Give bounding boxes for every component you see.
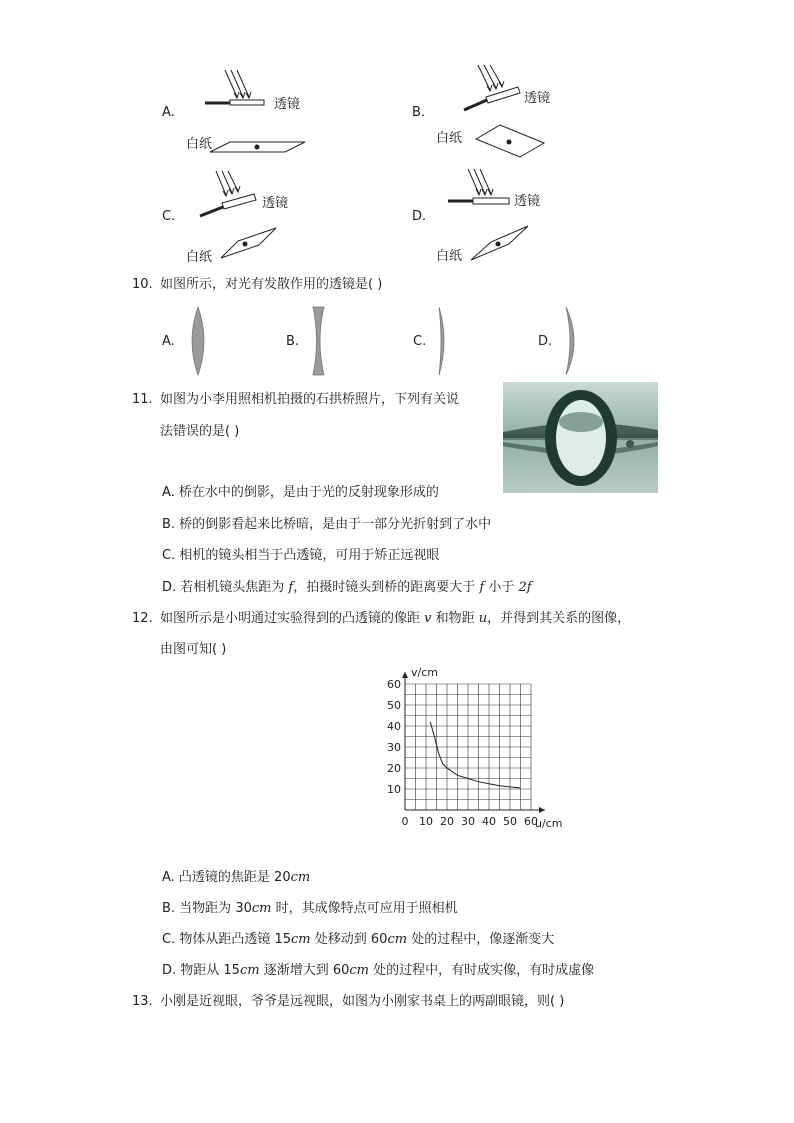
q13-number: 13.: [132, 994, 153, 1009]
q12-option-c[interactable]: [162, 931, 554, 949]
x-tick-label: 40: [482, 815, 496, 828]
q12-a-text: A. 凸透镜的焦距是 20: [162, 870, 291, 885]
data-curve: [430, 722, 520, 788]
q11-d-f2: f: [479, 580, 485, 595]
q12-stem-u: u: [478, 611, 488, 626]
x-axis-label: u/cm: [535, 817, 563, 830]
q9-option-d-letter[interactable]: D.: [412, 209, 427, 224]
y-tick-label: 60: [387, 678, 401, 691]
q9-option-d-paper-label: 白纸: [436, 249, 463, 264]
y-axis-label: v/cm: [411, 666, 438, 679]
q9-option-a-letter[interactable]: A.: [162, 105, 175, 120]
q9-option-b-letter[interactable]: B.: [412, 105, 426, 120]
q12-d-unit-2: cm: [349, 963, 369, 978]
q9-option-c-letter[interactable]: C.: [162, 209, 176, 224]
q12-c-text-3: 处的过程中，像逐渐变大: [407, 932, 555, 947]
q9-figure-a: [200, 65, 320, 165]
q9-option-a-lens-label: 透镜: [274, 97, 301, 112]
q11-d-text-1: D. 若相机镜头焦距为: [162, 580, 289, 595]
q12-option-b[interactable]: [162, 900, 458, 918]
q12-stem-text-3: ，并得到其关系的图像，: [487, 611, 631, 626]
q9-option-d-lens-label: 透镜: [514, 194, 541, 209]
x-axis-arrow: [539, 807, 545, 813]
x-tick-label: 50: [503, 815, 517, 828]
q12-stem-text-2: 和物距: [431, 611, 479, 626]
q12-d-text-3: 处的过程中，有时成实像，有时成虚像: [368, 963, 595, 978]
q12-option-d[interactable]: [162, 962, 594, 980]
q9-option-b-lens-label: 透镜: [524, 91, 551, 106]
q11-d-f1: f: [288, 580, 294, 595]
q12-option-a[interactable]: [162, 869, 310, 887]
q11-option-a[interactable]: A. 桥在水中的倒影，是由于光的反射现象形成的: [162, 485, 439, 500]
q10-lens-c-plano-convex: [436, 305, 452, 377]
q10-number: 10.: [132, 277, 153, 292]
q12-b-unit: cm: [251, 901, 272, 916]
q11-stem-line1: 如图为小李用照相机拍摄的石拱桥照片，下列有关说: [160, 392, 460, 407]
y-tick-label: 20: [387, 762, 401, 775]
q13-stem: 小刚是近视眼，爷爷是远视眼，如图为小刚家书桌上的两副眼镜，则( ): [160, 994, 565, 1009]
q12-a-unit: cm: [290, 870, 311, 885]
q10-lens-d-meniscus: [562, 305, 582, 377]
x-tick-label: 20: [440, 815, 454, 828]
bridge-photo: [503, 382, 658, 493]
q11-option-b[interactable]: B. 桥的倒影看起来比桥暗，是由于一部分光折射到了水中: [162, 517, 492, 532]
q11-d-f3: 2f: [518, 580, 532, 595]
x-tick-label: 30: [461, 815, 475, 828]
q12-d-text-1: D. 物距从 15: [162, 963, 240, 978]
q11-number: 11.: [132, 392, 153, 407]
q9-option-b-paper-label: 白纸: [436, 131, 463, 146]
q11-stem-line2: 法错误的是( ): [160, 424, 240, 439]
q10-option-a[interactable]: A.: [162, 334, 175, 349]
q12-number: 12.: [132, 611, 153, 626]
y-tick-label: 50: [387, 699, 401, 712]
q10-option-d[interactable]: D.: [538, 334, 553, 349]
q11-option-c[interactable]: C. 相机的镜头相当于凸透镜，可用于矫正远视眼: [162, 548, 440, 563]
q11-option-d[interactable]: [162, 579, 532, 597]
q12-d-text-2: 逐渐增大到 60: [259, 963, 350, 978]
q11-d-text-2: ，拍摄时镜头到桥的距离要大于: [293, 580, 480, 595]
q12-c-unit-1: cm: [291, 932, 311, 947]
q12-stem-line1: [160, 610, 630, 628]
y-tick-label: 30: [387, 741, 401, 754]
q10-lens-a-biconvex: [188, 305, 208, 377]
x-tick-label: 10: [419, 815, 433, 828]
q10-stem: 如图所示，对光有发散作用的透镜是( ): [160, 277, 383, 292]
q12-stem-line2: 由图可知( ): [160, 642, 227, 657]
q12-c-text-2: 处移动到 60: [310, 932, 388, 947]
q11-d-text-3: 小于: [484, 580, 519, 595]
q10-option-c[interactable]: C.: [413, 334, 427, 349]
q12-c-unit-2: cm: [387, 932, 408, 947]
q12-c-text-1: C. 物体从距凸透镜 15: [162, 932, 292, 947]
q12-d-unit-1: cm: [239, 963, 260, 978]
x-tick-label: 60: [524, 815, 538, 828]
q12-b-text-1: B. 当物距为 30: [162, 901, 252, 916]
q9-figure-b: [458, 62, 558, 162]
q9-option-c-paper-label: 白纸: [186, 250, 213, 265]
q9-option-c-lens-label: 透镜: [262, 196, 289, 211]
q12-stem-v: v: [424, 611, 432, 626]
q12-stem-text-1: 如图所示是小明通过实验得到的凸透镜的像距: [160, 611, 425, 626]
q10-lens-b-biconcave: [310, 305, 330, 377]
y-tick-label: 10: [387, 783, 401, 796]
y-axis-arrow: [402, 672, 408, 678]
q10-option-b[interactable]: B.: [286, 334, 300, 349]
q9-option-a-paper-label: 白纸: [186, 137, 213, 152]
q12-b-text-2: 时，其成像特点可应用于照相机: [271, 901, 458, 916]
y-tick-label: 40: [387, 720, 401, 733]
v-u-graph: [380, 660, 580, 835]
x-tick-label: 0: [401, 815, 409, 828]
